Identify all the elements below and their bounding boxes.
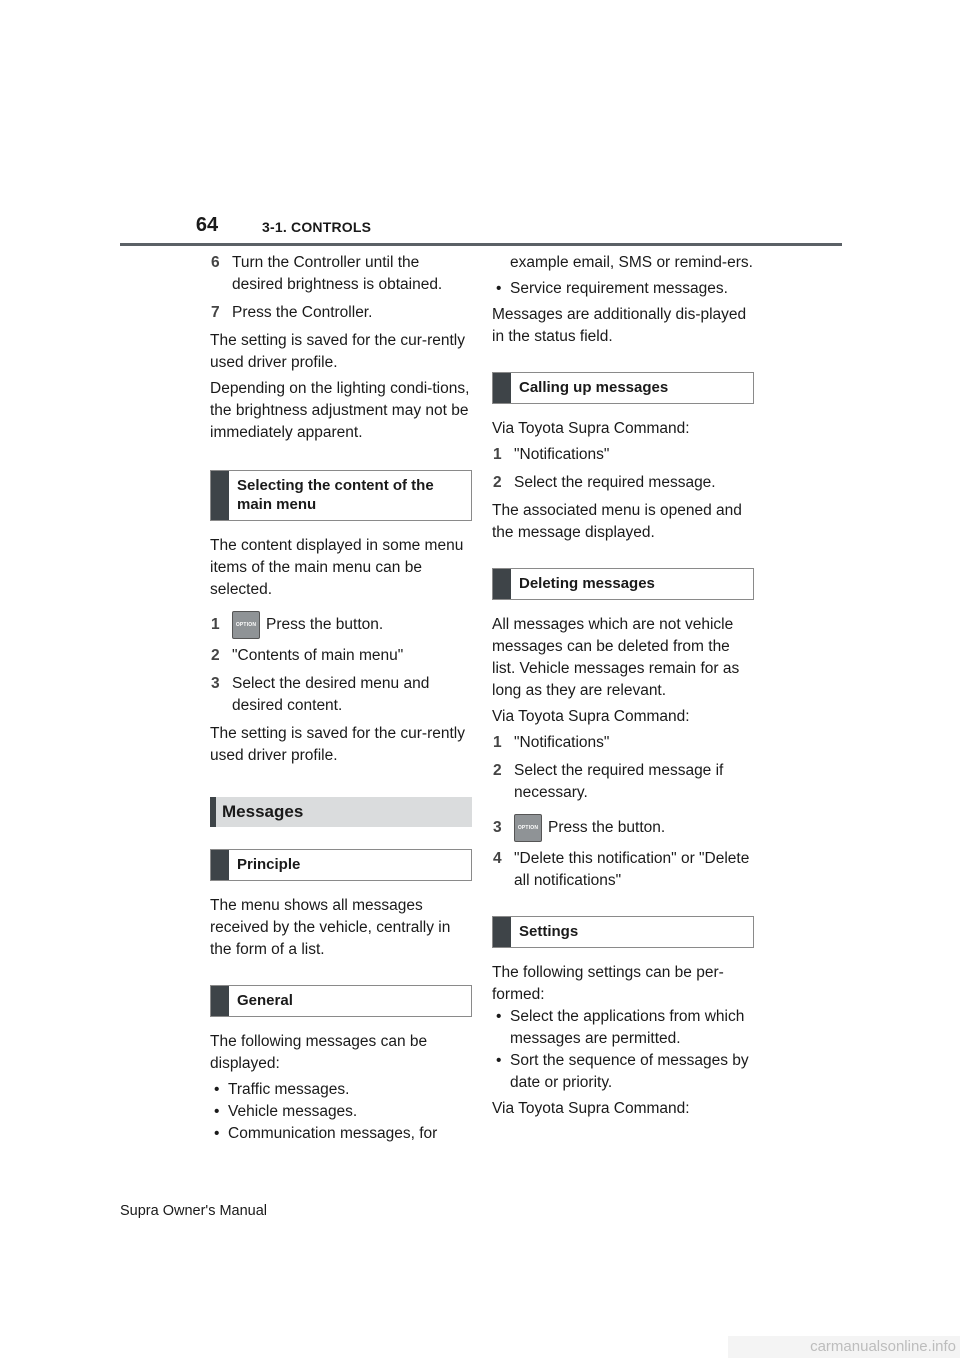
bullet-text: Vehicle messages. xyxy=(228,1103,358,1120)
step-text: "Delete this notification" or "Delete all notifications" xyxy=(514,850,750,889)
subsection-heading: General xyxy=(210,985,472,1017)
step-text: "Notifications" xyxy=(514,446,610,463)
step-item xyxy=(210,611,472,639)
step-item xyxy=(492,472,754,494)
bullet-text: Select the applications from which messages are permitted. xyxy=(510,1008,745,1047)
section-title: 3-1. CONTROLS xyxy=(262,219,372,235)
paragraph: The associated menu is opened and the message displayed. xyxy=(492,502,742,541)
option-button-icon: OPTION xyxy=(232,611,260,639)
step-number: 1 xyxy=(493,446,502,463)
paragraph: Messages are additionally dis-played in the status field. xyxy=(492,306,747,345)
paragraph: The setting is saved for the cur-rently used driver profile. xyxy=(210,725,466,764)
bullet-marker: • xyxy=(214,1081,220,1098)
step-item xyxy=(492,732,754,754)
step-number: 2 xyxy=(493,474,502,491)
step-number: 2 xyxy=(211,647,220,664)
left-column xyxy=(210,252,472,1145)
paragraph: Via Toyota Supra Command: xyxy=(492,420,690,437)
bullet-text: Service requirement messages. xyxy=(510,280,728,297)
option-button-icon: OPTION xyxy=(514,814,542,842)
bullet-item xyxy=(210,1101,472,1123)
subsection-heading: Selecting the content of the main menu xyxy=(210,470,472,521)
right-column xyxy=(492,252,754,1124)
bullet-marker: • xyxy=(496,1052,502,1069)
bullet-item xyxy=(210,1123,472,1145)
step-label: Press the button. xyxy=(266,616,384,634)
step-item xyxy=(492,760,754,804)
bullet-text: Traffic messages. xyxy=(228,1081,350,1098)
bullet-continuation: example email, SMS or remind-ers. xyxy=(510,254,753,271)
bullet-item xyxy=(492,1050,754,1094)
step-text: Select the desired menu and desired content. xyxy=(232,675,430,714)
step-text: Turn the Controller until the desired brightness is obtained. xyxy=(232,254,443,293)
bullet-text: Sort the sequence of messages by date or priority. xyxy=(510,1052,749,1091)
paragraph: The following settings can be per-formed: xyxy=(492,964,724,1003)
bullet-item xyxy=(210,1079,472,1101)
paragraph: Depending on the lighting condi-tions, the brightness adjustment may not be immediately apparent. xyxy=(210,380,470,441)
step-number: 2 xyxy=(493,762,502,779)
paragraph: All messages which are not vehicle messages can be deleted from the list. Vehicle messages remain for as long as they are relevant. xyxy=(492,616,740,699)
step-number: 3 xyxy=(493,819,502,836)
bullet-marker: • xyxy=(214,1125,220,1142)
bullet-item xyxy=(492,278,754,300)
step-text: Select the required message if necessary. xyxy=(514,762,724,801)
step-number: 3 xyxy=(211,675,220,692)
paragraph: Via Toyota Supra Command: xyxy=(492,708,690,725)
bullet-item xyxy=(492,1006,754,1050)
step-text xyxy=(514,814,754,842)
step-item xyxy=(492,848,754,892)
page-number: 64 xyxy=(195,214,219,236)
step-label: Press the button. xyxy=(548,819,666,837)
step-item xyxy=(492,444,754,466)
step-number: 1 xyxy=(493,734,502,751)
paragraph: The menu shows all messages received by the vehicle, centrally in the form of a list. xyxy=(210,897,451,958)
step-item xyxy=(210,252,472,296)
step-number: 1 xyxy=(211,616,220,633)
footer-text: Supra Owner's Manual xyxy=(120,1203,268,1219)
step-item xyxy=(210,673,472,717)
section-heading: Messages xyxy=(210,797,472,827)
bullet-text: Communication messages, for xyxy=(228,1125,438,1142)
step-number: 6 xyxy=(211,254,220,271)
step-text: Press the Controller. xyxy=(232,304,373,321)
step-text: "Contents of main menu" xyxy=(232,647,404,664)
bullet-marker: • xyxy=(496,280,502,297)
step-number: 4 xyxy=(493,850,502,867)
paragraph: Via Toyota Supra Command: xyxy=(492,1100,690,1117)
watermark: carmanualsonline.info xyxy=(728,1336,960,1358)
paragraph: The setting is saved for the cur-rently used driver profile. xyxy=(210,332,466,371)
step-text: Select the required message. xyxy=(514,474,716,491)
bullet-marker: • xyxy=(214,1103,220,1120)
step-text xyxy=(232,611,472,639)
step-number: 7 xyxy=(211,304,220,321)
subsection-heading: Settings xyxy=(492,916,754,948)
subsection-heading: Principle xyxy=(210,849,472,881)
subsection-heading: Calling up messages xyxy=(492,372,754,404)
header-divider xyxy=(120,243,842,246)
paragraph: The following messages can be displayed: xyxy=(210,1033,428,1072)
bullet-marker: • xyxy=(496,1008,502,1025)
step-item xyxy=(210,645,472,667)
subsection-heading: Deleting messages xyxy=(492,568,754,600)
step-text: "Notifications" xyxy=(514,734,610,751)
step-item xyxy=(210,302,472,324)
step-item xyxy=(492,814,754,842)
paragraph: The content displayed in some menu items of the main menu can be selected. xyxy=(210,537,464,598)
